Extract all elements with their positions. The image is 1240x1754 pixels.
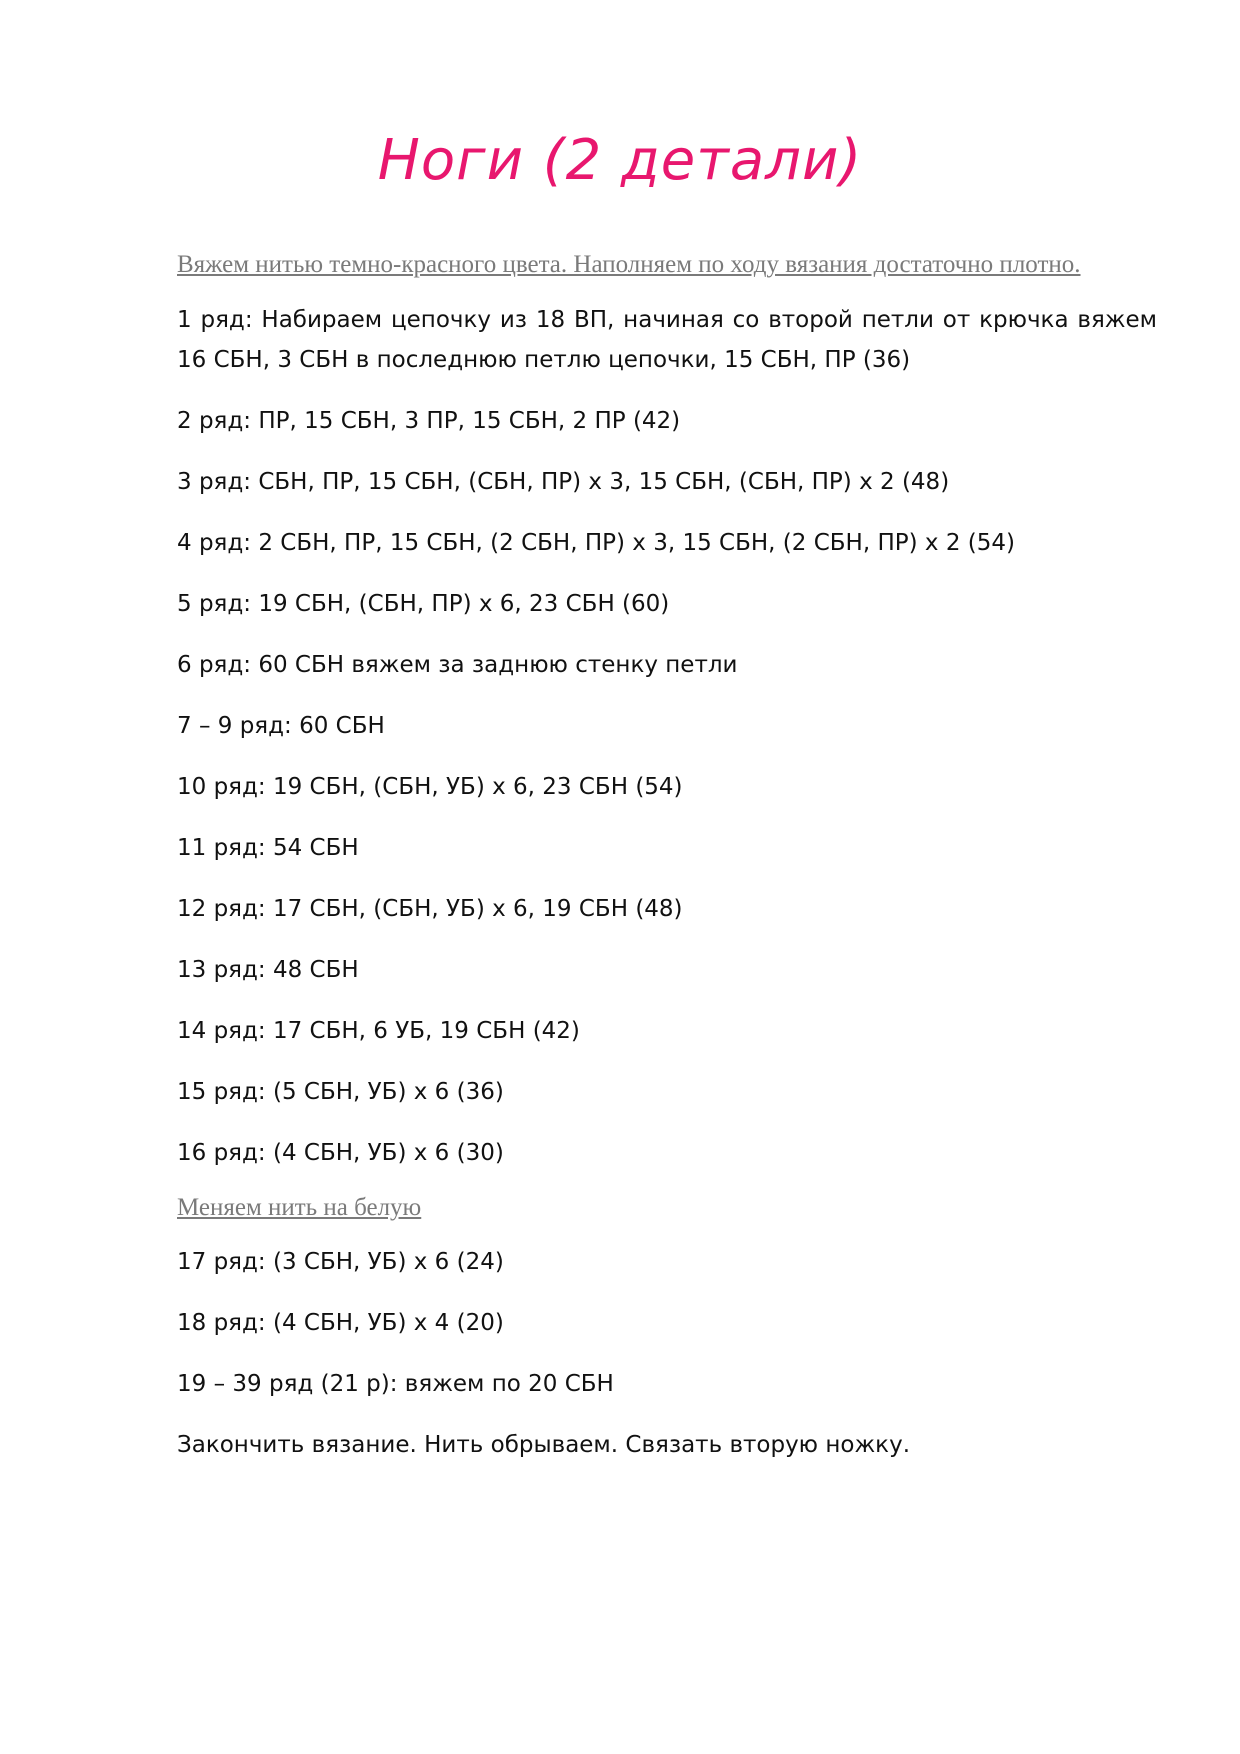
row-2: 2 ряд: ПР, 15 СБН, 3 ПР, 15 СБН, 2 ПР (42) <box>177 408 681 434</box>
color-change-note: Меняем нить на белую <box>177 1194 422 1221</box>
row-15: 15 ряд: (5 СБН, УБ) х 6 (36) <box>177 1079 504 1105</box>
row-16: 16 ряд: (4 СБН, УБ) х 6 (30) <box>177 1140 504 1166</box>
row-17: 17 ряд: (3 СБН, УБ) х 6 (24) <box>177 1249 504 1275</box>
row-1: 1 ряд: Набираем цепочку из 18 ВП, начиная со второй петли от крючка вяжем 16 СБН, 3 СБН в последнюю петлю цепочки, 15 СБН, ПР (36) <box>177 307 1157 373</box>
closing-text: Закончить вязание. Нить обрываем. Связать вторую ножку. <box>177 1432 911 1458</box>
row-12: 12 ряд: 17 СБН, (СБН, УБ) х 6, 19 СБН (48) <box>177 896 683 922</box>
page-title: Ноги (2 детали) <box>377 128 863 193</box>
row-11: 11 ряд: 54 СБН <box>177 835 359 861</box>
row-4: 4 ряд: 2 СБН, ПР, 15 СБН, (2 СБН, ПР) х 3, 15 СБН, (2 СБН, ПР) х 2 (54) <box>177 530 1015 556</box>
row-19-39: 19 – 39 ряд (21 р): вяжем по 20 СБН <box>177 1371 614 1397</box>
row-6: 6 ряд: 60 СБН вяжем за заднюю стенку петли <box>177 652 738 678</box>
intro-note: Вяжем нитью темно-красного цвета. Наполняем по ходу вязания достаточно плотно. <box>177 251 1081 278</box>
row-3: 3 ряд: СБН, ПР, 15 СБН, (СБН, ПР) х 3, 15 СБН, (СБН, ПР) х 2 (48) <box>177 469 950 495</box>
row-7-9: 7 – 9 ряд: 60 СБН <box>177 713 385 739</box>
pattern-content <box>177 246 1157 1465</box>
row-13: 13 ряд: 48 СБН <box>177 957 359 983</box>
row-5: 5 ряд: 19 СБН, (СБН, ПР) х 6, 23 СБН (60) <box>177 591 670 617</box>
row-14: 14 ряд: 17 СБН, 6 УБ, 19 СБН (42) <box>177 1018 580 1044</box>
row-10: 10 ряд: 19 СБН, (СБН, УБ) х 6, 23 СБН (54) <box>177 774 683 800</box>
row-18: 18 ряд: (4 СБН, УБ) х 4 (20) <box>177 1310 504 1336</box>
